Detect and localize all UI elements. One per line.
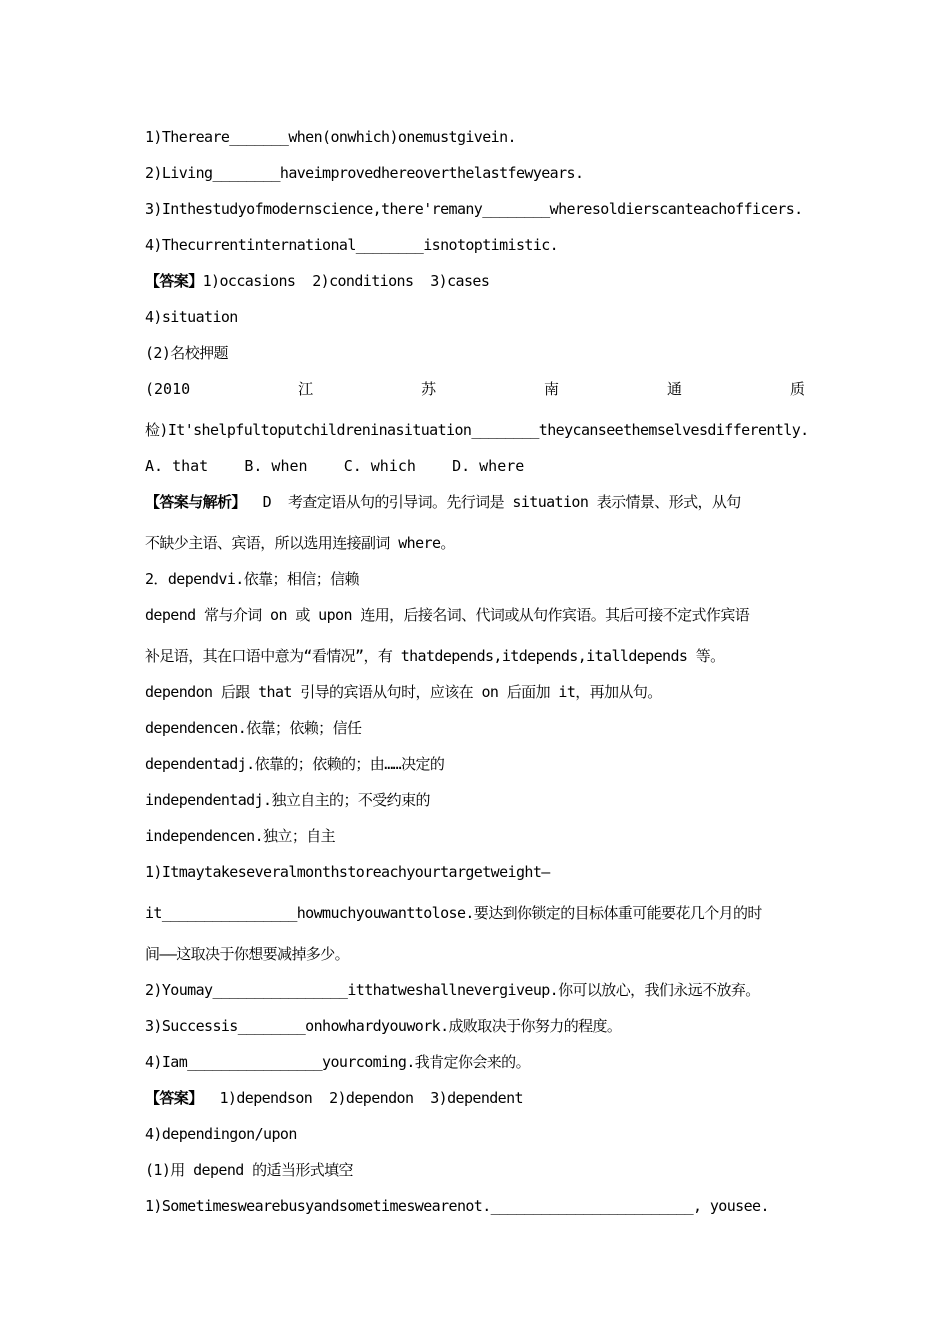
answer-tag: 【答案】 [145,1089,203,1107]
answer-text: 1)dependson 2)dependon 3)dependent [202,1089,523,1107]
fill-in-question-1: 1)Sometimeswearebusyandsometimeswearenot.________________________, yousee. [145,1197,769,1215]
exercise-line-4: 4)Thecurrentinternational________isnotoptimistic. [145,236,559,254]
exercise-line-2: 2)Living________haveimprovedhereoverthelastfewyears. [145,164,584,182]
analysis-line-2: 不缺少主语、宾语，所以选用连接副词 where。 [145,534,455,552]
answer-line-4: 4)dependingon/upon [145,1125,297,1143]
source-line-spread [145,379,805,399]
explanation-line-1: depend 常与介词 on 或 upon 连用，后接名词、代词或从句作宾语。其后可接不定式作宾语 [145,606,750,624]
option-c: C. which [343,457,416,475]
vocab-heading-depend: 2．dependvi.依靠；相信；信赖 [145,570,359,588]
analysis-line-1 [145,492,741,512]
source-part: 南 [544,380,560,398]
source-part: 通 [667,380,683,398]
option-b: B. when [244,457,308,475]
exercise-line-3: 3)Inthestudyofmodernscience,there'remany________wheresoldierscanteachofficers. [145,200,803,218]
analysis-tag: 【答案与解析】 [145,493,246,511]
section-heading-school-questions: (2)名校押题 [145,344,228,362]
answer-line-2: 4)situation [145,308,238,326]
question-line: 检)It'shelpfultoputchildreninasituation________theycanseethemselvesdifferently. [145,421,809,439]
option-a: A. that [145,457,209,475]
section-heading-fill-in: (1)用 depend 的适当形式填空 [145,1161,353,1179]
exercise-line-1: 1)Thereare_______when(onwhich)onemustgivein. [145,128,516,146]
word-form-independence: independencen.独立；自主 [145,827,336,845]
word-form-dependence: dependencen.依靠；依赖；信任 [145,719,362,737]
example-line-4: 4)Iam________________yourcoming.我肯定你会来的。 [145,1053,530,1071]
example-line-1: 1)Itmaytakeseveralmonthstoreachyourtargetweight— [145,863,550,881]
answer-text: 1)occasions 2)conditions 3)cases [202,272,490,290]
answer-line-3 [145,1088,523,1108]
example-line-1-translation: 间——这取决于你想要减掉多少。 [145,945,350,963]
explanation-line-2: 补足语，其在口语中意为“看情况”，有 thatdepends,itdepends,italldepends 等。 [145,647,725,665]
example-line-3: 3)Successis________onhowhardyouwork.成败取决于你努力的程度。 [145,1017,622,1035]
example-line-1-cont: it________________howmuchyouwanttolose.要达到你锁定的目标体重可能要花几个月的时 [145,904,762,922]
example-line-2: 2)Youmay________________itthatweshallnevergiveup.你可以放心，我们永远不放弃。 [145,981,760,999]
options-row [145,456,524,476]
word-form-dependent: dependentadj.依靠的；依赖的；由……决定的 [145,755,445,773]
word-form-independent: independentadj.独立自主的；不受约束的 [145,791,430,809]
source-part: (2010 [145,380,191,398]
answer-line-1 [145,271,489,291]
source-part: 江 [298,380,314,398]
answer-tag: 【答案】 [145,272,203,290]
option-d: D. where [452,457,525,475]
analysis-text: D 考查定语从句的引导词。先行词是 situation 表示情景、形式，从句 [245,493,741,511]
source-part: 质 [789,380,805,398]
source-part: 苏 [421,380,437,398]
explanation-line-3: dependon 后跟 that 引导的宾语从句时，应该在 on 后面加 it，再加从句。 [145,683,662,701]
